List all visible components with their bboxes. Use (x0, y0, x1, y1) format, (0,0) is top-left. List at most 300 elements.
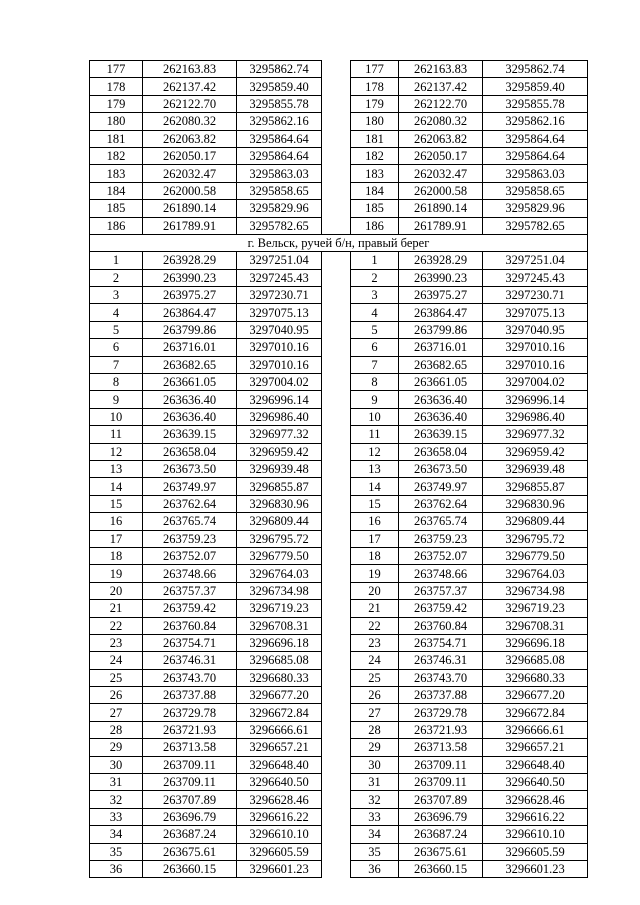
right-y-coordinate-cell: 3296986.40 (483, 408, 588, 425)
left-point-number-cell: 12 (90, 443, 143, 460)
right-point-number-cell: 28 (351, 721, 399, 738)
right-point-number-cell: 30 (351, 756, 399, 773)
left-y-coordinate-cell: 3296939.48 (237, 460, 322, 477)
table-row (90, 791, 588, 808)
left-y-coordinate-cell: 3296719.23 (237, 600, 322, 617)
right-y-coordinate-cell: 3295863.03 (483, 165, 588, 182)
left-x-coordinate-cell: 262063.82 (143, 130, 237, 147)
left-y-coordinate-cell: 3296977.32 (237, 426, 322, 443)
right-point-number-cell: 3 (351, 287, 399, 304)
right-point-number-cell: 179 (351, 95, 399, 112)
right-x-coordinate-cell: 263716.01 (399, 339, 483, 356)
column-gap (322, 95, 351, 112)
right-y-coordinate-cell: 3297010.16 (483, 339, 588, 356)
right-x-coordinate-cell: 262137.42 (399, 78, 483, 95)
left-x-coordinate-cell: 262137.42 (143, 78, 237, 95)
right-x-coordinate-cell: 263762.64 (399, 495, 483, 512)
right-y-coordinate-cell: 3296809.44 (483, 513, 588, 530)
right-y-coordinate-cell: 3297245.43 (483, 269, 588, 286)
right-point-number-cell: 15 (351, 495, 399, 512)
right-point-number-cell: 6 (351, 339, 399, 356)
left-y-coordinate-cell: 3297230.71 (237, 287, 322, 304)
table-row (90, 565, 588, 582)
left-y-coordinate-cell: 3295859.40 (237, 78, 322, 95)
table-row (90, 426, 588, 443)
left-y-coordinate-cell: 3296986.40 (237, 408, 322, 425)
column-gap (322, 808, 351, 825)
table-row (90, 165, 588, 182)
left-x-coordinate-cell: 263660.15 (143, 860, 237, 877)
left-point-number-cell: 9 (90, 391, 143, 408)
table-row (90, 843, 588, 860)
right-x-coordinate-cell: 263759.42 (399, 600, 483, 617)
right-point-number-cell: 185 (351, 200, 399, 217)
left-y-coordinate-cell: 3295829.96 (237, 200, 322, 217)
right-point-number-cell: 178 (351, 78, 399, 95)
column-gap (322, 704, 351, 721)
section-title: г. Вельск, ручей б/н, правый берег (90, 234, 588, 251)
right-point-number-cell: 25 (351, 669, 399, 686)
right-x-coordinate-cell: 263709.11 (399, 774, 483, 791)
right-x-coordinate-cell: 263760.84 (399, 617, 483, 634)
right-y-coordinate-cell: 3296779.50 (483, 547, 588, 564)
table-row (90, 652, 588, 669)
left-point-number-cell: 32 (90, 791, 143, 808)
left-point-number-cell: 20 (90, 582, 143, 599)
left-x-coordinate-cell: 263762.64 (143, 495, 237, 512)
right-point-number-cell: 186 (351, 217, 399, 234)
table-row (90, 61, 588, 78)
right-point-number-cell: 183 (351, 165, 399, 182)
left-x-coordinate-cell: 263799.86 (143, 321, 237, 338)
right-x-coordinate-cell: 263737.88 (399, 687, 483, 704)
right-point-number-cell: 8 (351, 374, 399, 391)
left-y-coordinate-cell: 3295855.78 (237, 95, 322, 112)
right-point-number-cell: 9 (351, 391, 399, 408)
left-point-number-cell: 19 (90, 565, 143, 582)
left-x-coordinate-cell: 263752.07 (143, 547, 237, 564)
right-y-coordinate-cell: 3297230.71 (483, 287, 588, 304)
left-x-coordinate-cell: 263990.23 (143, 269, 237, 286)
right-y-coordinate-cell: 3296616.22 (483, 808, 588, 825)
table-row (90, 374, 588, 391)
table-row (90, 95, 588, 112)
table-row (90, 443, 588, 460)
column-gap (322, 721, 351, 738)
left-y-coordinate-cell: 3295864.64 (237, 130, 322, 147)
column-gap (322, 356, 351, 373)
right-y-coordinate-cell: 3296677.20 (483, 687, 588, 704)
left-point-number-cell: 2 (90, 269, 143, 286)
left-x-coordinate-cell: 262032.47 (143, 165, 237, 182)
table-row (90, 808, 588, 825)
right-y-coordinate-cell: 3296719.23 (483, 600, 588, 617)
right-x-coordinate-cell: 263746.31 (399, 652, 483, 669)
left-point-number-cell: 7 (90, 356, 143, 373)
left-point-number-cell: 13 (90, 460, 143, 477)
column-gap (322, 826, 351, 843)
column-gap (322, 217, 351, 234)
left-x-coordinate-cell: 263716.01 (143, 339, 237, 356)
left-point-number-cell: 29 (90, 739, 143, 756)
left-x-coordinate-cell: 261789.91 (143, 217, 237, 234)
right-point-number-cell: 18 (351, 547, 399, 564)
left-x-coordinate-cell: 263658.04 (143, 443, 237, 460)
column-gap (322, 791, 351, 808)
column-gap (322, 460, 351, 477)
left-point-number-cell: 5 (90, 321, 143, 338)
left-x-coordinate-cell: 262000.58 (143, 182, 237, 199)
right-x-coordinate-cell: 261890.14 (399, 200, 483, 217)
table-row (90, 287, 588, 304)
table-row (90, 200, 588, 217)
left-y-coordinate-cell: 3296657.21 (237, 739, 322, 756)
left-x-coordinate-cell: 261890.14 (143, 200, 237, 217)
left-x-coordinate-cell: 263743.70 (143, 669, 237, 686)
left-y-coordinate-cell: 3295862.16 (237, 113, 322, 130)
right-point-number-cell: 22 (351, 617, 399, 634)
left-y-coordinate-cell: 3296648.40 (237, 756, 322, 773)
column-gap (322, 739, 351, 756)
table-row (90, 78, 588, 95)
column-gap (322, 321, 351, 338)
right-point-number-cell: 5 (351, 321, 399, 338)
column-gap (322, 495, 351, 512)
left-point-number-cell: 11 (90, 426, 143, 443)
table-row (90, 391, 588, 408)
right-x-coordinate-cell: 262032.47 (399, 165, 483, 182)
coordinates-table (89, 60, 588, 878)
column-gap (322, 426, 351, 443)
right-x-coordinate-cell: 263743.70 (399, 669, 483, 686)
left-point-number-cell: 15 (90, 495, 143, 512)
left-point-number-cell: 30 (90, 756, 143, 773)
left-x-coordinate-cell: 263765.74 (143, 513, 237, 530)
right-x-coordinate-cell: 263749.97 (399, 478, 483, 495)
left-x-coordinate-cell: 263636.40 (143, 391, 237, 408)
left-point-number-cell: 8 (90, 374, 143, 391)
right-point-number-cell: 29 (351, 739, 399, 756)
column-gap (322, 200, 351, 217)
left-y-coordinate-cell: 3297004.02 (237, 374, 322, 391)
table-row (90, 774, 588, 791)
right-x-coordinate-cell: 263990.23 (399, 269, 483, 286)
right-x-coordinate-cell: 262000.58 (399, 182, 483, 199)
table-row (90, 217, 588, 234)
left-x-coordinate-cell: 263709.11 (143, 774, 237, 791)
right-x-coordinate-cell: 263709.11 (399, 756, 483, 773)
left-x-coordinate-cell: 263864.47 (143, 304, 237, 321)
left-point-number-cell: 31 (90, 774, 143, 791)
table-row (90, 252, 588, 269)
left-point-number-cell: 27 (90, 704, 143, 721)
table-row (90, 826, 588, 843)
column-gap (322, 634, 351, 651)
right-x-coordinate-cell: 263673.50 (399, 460, 483, 477)
right-y-coordinate-cell: 3297251.04 (483, 252, 588, 269)
right-point-number-cell: 34 (351, 826, 399, 843)
column-gap (322, 617, 351, 634)
right-point-number-cell: 10 (351, 408, 399, 425)
table-row (90, 130, 588, 147)
left-point-number-cell: 185 (90, 200, 143, 217)
coordinates-table-body (90, 61, 588, 878)
right-y-coordinate-cell: 3296640.50 (483, 774, 588, 791)
table-row (90, 147, 588, 164)
table-row (90, 547, 588, 564)
left-x-coordinate-cell: 263748.66 (143, 565, 237, 582)
right-y-coordinate-cell: 3297075.13 (483, 304, 588, 321)
right-x-coordinate-cell: 262163.83 (399, 61, 483, 78)
column-gap (322, 565, 351, 582)
table-row (90, 321, 588, 338)
left-y-coordinate-cell: 3296672.84 (237, 704, 322, 721)
right-x-coordinate-cell: 263729.78 (399, 704, 483, 721)
right-y-coordinate-cell: 3296795.72 (483, 530, 588, 547)
right-y-coordinate-cell: 3295829.96 (483, 200, 588, 217)
right-x-coordinate-cell: 263864.47 (399, 304, 483, 321)
left-x-coordinate-cell: 263682.65 (143, 356, 237, 373)
left-y-coordinate-cell: 3295782.65 (237, 217, 322, 234)
right-x-coordinate-cell: 263757.37 (399, 582, 483, 599)
column-gap (322, 600, 351, 617)
right-x-coordinate-cell: 263928.29 (399, 252, 483, 269)
left-x-coordinate-cell: 263661.05 (143, 374, 237, 391)
right-y-coordinate-cell: 3296657.21 (483, 739, 588, 756)
right-point-number-cell: 7 (351, 356, 399, 373)
right-point-number-cell: 177 (351, 61, 399, 78)
right-x-coordinate-cell: 263707.89 (399, 791, 483, 808)
left-point-number-cell: 10 (90, 408, 143, 425)
table-row (90, 356, 588, 373)
column-gap (322, 304, 351, 321)
right-y-coordinate-cell: 3297010.16 (483, 356, 588, 373)
left-x-coordinate-cell: 263687.24 (143, 826, 237, 843)
right-y-coordinate-cell: 3296610.10 (483, 826, 588, 843)
table-row (90, 478, 588, 495)
column-gap (322, 547, 351, 564)
left-point-number-cell: 23 (90, 634, 143, 651)
right-point-number-cell: 1 (351, 252, 399, 269)
left-y-coordinate-cell: 3296764.03 (237, 565, 322, 582)
column-gap (322, 478, 351, 495)
right-x-coordinate-cell: 263636.40 (399, 408, 483, 425)
left-y-coordinate-cell: 3297010.16 (237, 356, 322, 373)
left-point-number-cell: 16 (90, 513, 143, 530)
left-point-number-cell: 25 (90, 669, 143, 686)
left-point-number-cell: 184 (90, 182, 143, 199)
column-gap (322, 61, 351, 78)
table-row (90, 669, 588, 686)
left-y-coordinate-cell: 3295864.64 (237, 147, 322, 164)
right-y-coordinate-cell: 3296648.40 (483, 756, 588, 773)
right-point-number-cell: 21 (351, 600, 399, 617)
column-gap (322, 408, 351, 425)
right-y-coordinate-cell: 3296666.61 (483, 721, 588, 738)
right-y-coordinate-cell: 3296696.18 (483, 634, 588, 651)
table-row (90, 304, 588, 321)
column-gap (322, 774, 351, 791)
right-x-coordinate-cell: 263636.40 (399, 391, 483, 408)
left-x-coordinate-cell: 263696.79 (143, 808, 237, 825)
table-row (90, 600, 588, 617)
right-y-coordinate-cell: 3296764.03 (483, 565, 588, 582)
table-row (90, 634, 588, 651)
right-point-number-cell: 32 (351, 791, 399, 808)
right-x-coordinate-cell: 263682.65 (399, 356, 483, 373)
table-row (90, 460, 588, 477)
table-row (90, 495, 588, 512)
column-gap (322, 391, 351, 408)
left-x-coordinate-cell: 263759.23 (143, 530, 237, 547)
column-gap (322, 513, 351, 530)
left-y-coordinate-cell: 3296601.23 (237, 860, 322, 877)
left-y-coordinate-cell: 3296959.42 (237, 443, 322, 460)
left-x-coordinate-cell: 263975.27 (143, 287, 237, 304)
left-y-coordinate-cell: 3297010.16 (237, 339, 322, 356)
left-x-coordinate-cell: 262080.32 (143, 113, 237, 130)
table-row (90, 113, 588, 130)
left-y-coordinate-cell: 3296610.10 (237, 826, 322, 843)
right-point-number-cell: 24 (351, 652, 399, 669)
right-y-coordinate-cell: 3295862.16 (483, 113, 588, 130)
right-y-coordinate-cell: 3295862.74 (483, 61, 588, 78)
right-x-coordinate-cell: 263658.04 (399, 443, 483, 460)
left-x-coordinate-cell: 263928.29 (143, 252, 237, 269)
column-gap (322, 130, 351, 147)
right-point-number-cell: 23 (351, 634, 399, 651)
left-point-number-cell: 26 (90, 687, 143, 704)
left-x-coordinate-cell: 263713.58 (143, 739, 237, 756)
left-y-coordinate-cell: 3296809.44 (237, 513, 322, 530)
table-row (90, 513, 588, 530)
right-y-coordinate-cell: 3296672.84 (483, 704, 588, 721)
right-y-coordinate-cell: 3296628.46 (483, 791, 588, 808)
right-point-number-cell: 35 (351, 843, 399, 860)
right-point-number-cell: 19 (351, 565, 399, 582)
left-y-coordinate-cell: 3295858.65 (237, 182, 322, 199)
right-y-coordinate-cell: 3295859.40 (483, 78, 588, 95)
left-point-number-cell: 1 (90, 252, 143, 269)
left-point-number-cell: 21 (90, 600, 143, 617)
column-gap (322, 165, 351, 182)
column-gap (322, 269, 351, 286)
right-x-coordinate-cell: 262080.32 (399, 113, 483, 130)
left-x-coordinate-cell: 263759.42 (143, 600, 237, 617)
right-x-coordinate-cell: 263759.23 (399, 530, 483, 547)
left-y-coordinate-cell: 3296640.50 (237, 774, 322, 791)
right-point-number-cell: 182 (351, 147, 399, 164)
left-y-coordinate-cell: 3296734.98 (237, 582, 322, 599)
right-y-coordinate-cell: 3295855.78 (483, 95, 588, 112)
table-row (90, 530, 588, 547)
right-x-coordinate-cell: 262063.82 (399, 130, 483, 147)
right-x-coordinate-cell: 263696.79 (399, 808, 483, 825)
right-x-coordinate-cell: 263748.66 (399, 565, 483, 582)
column-gap (322, 287, 351, 304)
left-y-coordinate-cell: 3296696.18 (237, 634, 322, 651)
right-x-coordinate-cell: 263661.05 (399, 374, 483, 391)
right-x-coordinate-cell: 263799.86 (399, 321, 483, 338)
left-y-coordinate-cell: 3296666.61 (237, 721, 322, 738)
left-point-number-cell: 36 (90, 860, 143, 877)
left-x-coordinate-cell: 263754.71 (143, 634, 237, 651)
right-point-number-cell: 11 (351, 426, 399, 443)
column-gap (322, 582, 351, 599)
column-gap (322, 182, 351, 199)
left-point-number-cell: 178 (90, 78, 143, 95)
right-point-number-cell: 180 (351, 113, 399, 130)
left-y-coordinate-cell: 3296996.14 (237, 391, 322, 408)
column-gap (322, 374, 351, 391)
left-point-number-cell: 22 (90, 617, 143, 634)
left-x-coordinate-cell: 262050.17 (143, 147, 237, 164)
column-gap (322, 443, 351, 460)
right-y-coordinate-cell: 3296708.31 (483, 617, 588, 634)
left-point-number-cell: 181 (90, 130, 143, 147)
left-y-coordinate-cell: 3297251.04 (237, 252, 322, 269)
column-gap (322, 652, 351, 669)
right-point-number-cell: 4 (351, 304, 399, 321)
right-y-coordinate-cell: 3296996.14 (483, 391, 588, 408)
table-row (90, 182, 588, 199)
right-point-number-cell: 13 (351, 460, 399, 477)
left-x-coordinate-cell: 263639.15 (143, 426, 237, 443)
column-gap (322, 339, 351, 356)
left-point-number-cell: 35 (90, 843, 143, 860)
right-x-coordinate-cell: 263687.24 (399, 826, 483, 843)
column-gap (322, 530, 351, 547)
right-y-coordinate-cell: 3296830.96 (483, 495, 588, 512)
right-point-number-cell: 27 (351, 704, 399, 721)
left-point-number-cell: 18 (90, 547, 143, 564)
column-gap (322, 147, 351, 164)
right-point-number-cell: 184 (351, 182, 399, 199)
left-x-coordinate-cell: 263760.84 (143, 617, 237, 634)
right-y-coordinate-cell: 3296959.42 (483, 443, 588, 460)
left-point-number-cell: 182 (90, 147, 143, 164)
right-y-coordinate-cell: 3296680.33 (483, 669, 588, 686)
left-x-coordinate-cell: 263737.88 (143, 687, 237, 704)
column-gap (322, 252, 351, 269)
right-x-coordinate-cell: 262050.17 (399, 147, 483, 164)
right-x-coordinate-cell: 263975.27 (399, 287, 483, 304)
right-y-coordinate-cell: 3296685.08 (483, 652, 588, 669)
left-point-number-cell: 34 (90, 826, 143, 843)
table-row (90, 687, 588, 704)
left-y-coordinate-cell: 3296616.22 (237, 808, 322, 825)
left-point-number-cell: 33 (90, 808, 143, 825)
left-y-coordinate-cell: 3296605.59 (237, 843, 322, 860)
left-x-coordinate-cell: 263729.78 (143, 704, 237, 721)
column-gap (322, 687, 351, 704)
right-y-coordinate-cell: 3297040.95 (483, 321, 588, 338)
left-y-coordinate-cell: 3295862.74 (237, 61, 322, 78)
right-y-coordinate-cell: 3296939.48 (483, 460, 588, 477)
right-x-coordinate-cell: 261789.91 (399, 217, 483, 234)
left-point-number-cell: 3 (90, 287, 143, 304)
left-y-coordinate-cell: 3296830.96 (237, 495, 322, 512)
left-point-number-cell: 180 (90, 113, 143, 130)
right-y-coordinate-cell: 3296734.98 (483, 582, 588, 599)
left-x-coordinate-cell: 263721.93 (143, 721, 237, 738)
right-point-number-cell: 16 (351, 513, 399, 530)
table-row (90, 582, 588, 599)
right-x-coordinate-cell: 263765.74 (399, 513, 483, 530)
left-y-coordinate-cell: 3296779.50 (237, 547, 322, 564)
table-row (90, 339, 588, 356)
left-point-number-cell: 24 (90, 652, 143, 669)
